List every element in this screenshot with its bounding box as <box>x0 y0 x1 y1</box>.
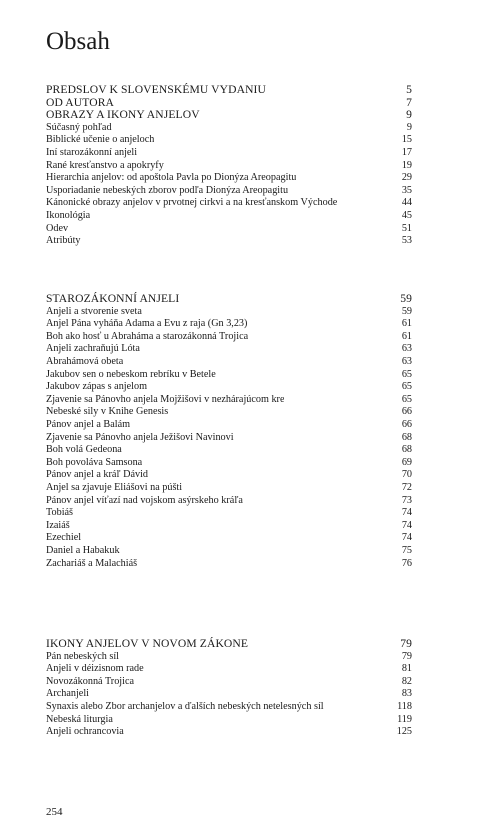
toc-entry-title: OBRAZY A IKONY ANJELOV <box>46 108 200 122</box>
toc-entry-title: Tobiáš <box>46 507 74 519</box>
toc-entry-page: 74 <box>401 532 412 544</box>
toc-entry-page: 74 <box>401 507 412 519</box>
toc-entry <box>46 544 412 557</box>
toc-section-heading <box>46 108 412 121</box>
toc-entry-title: Boh povoláva Samsona <box>46 456 143 468</box>
toc-entry-title: Pánov anjel a Balám <box>46 419 131 430</box>
toc-entry-title: Anjel sa zjavuje Eliášovi na púšti <box>46 482 183 493</box>
toc-entry <box>46 519 412 532</box>
toc-entry <box>46 557 412 570</box>
toc-entry-page: 74 <box>401 519 412 531</box>
toc-entry-title: Hierarchia anjelov: od apoštola Pavla po Dionýza Areopagitu <box>46 172 297 184</box>
toc-entry <box>46 405 412 418</box>
toc-section-heading <box>46 292 412 305</box>
toc-entry <box>46 393 412 406</box>
toc-entry-page: 35 <box>401 184 412 196</box>
toc-section-heading <box>46 637 412 650</box>
toc-entry <box>46 650 412 663</box>
toc-section-heading <box>46 96 412 109</box>
toc-entry-page: 75 <box>401 545 412 556</box>
toc-entry-title: Jakubov zápas s anjelom <box>46 381 147 393</box>
toc-entry-title: Boh ako hosť u Abraháma a starozákonná Trojica <box>46 330 249 342</box>
toc-entry-page: 63 <box>401 356 412 367</box>
toc-entry-title: Novozákonná Trojica <box>46 675 134 687</box>
toc-entry-page: 5 <box>406 83 412 96</box>
toc-entry <box>46 443 412 456</box>
toc-entry <box>46 222 412 235</box>
toc-entry-title: Súčasný pohľad <box>46 121 112 133</box>
toc-entry-title: Zachariáš a Malachiáš <box>46 557 138 569</box>
toc-entry-title: Pánov anjel a kráľ Dávid <box>46 469 149 481</box>
toc-entry-title: IKONY ANJELOV V NOVOM ZÁKONE <box>46 637 249 650</box>
toc-entry <box>46 171 412 184</box>
toc-entry-title: Jakubov sen o nebeskom rebríku v Betele <box>46 368 216 380</box>
toc-entry-page: 44 <box>401 197 412 209</box>
toc-entry-title: OD AUTORA <box>46 95 114 109</box>
toc-entry <box>46 431 412 444</box>
toc-entry-title: Anjeli ochrancovia <box>46 726 124 738</box>
toc-entry-title: Archanjeli <box>46 688 89 700</box>
toc-entry <box>46 196 412 209</box>
toc-entry <box>46 146 412 159</box>
toc-entry-page: 70 <box>401 469 412 481</box>
toc-entry <box>46 380 412 393</box>
toc-entry-page: 66 <box>401 406 412 418</box>
toc-entry <box>46 121 412 134</box>
toc-section-heading <box>46 83 412 96</box>
toc-entry <box>46 494 412 507</box>
toc-entry <box>46 700 412 713</box>
toc-entry <box>46 481 412 494</box>
toc-entry-title: Kánonické obrazy anjelov v prvotnej cirkvi a na kresťanskom Východe <box>46 197 338 209</box>
toc-entry-page: 66 <box>401 419 412 430</box>
toc-entry <box>46 355 412 368</box>
toc-entry-page: 29 <box>401 172 412 184</box>
toc-entry-page: 61 <box>401 318 412 330</box>
toc-entry-title: Atribúty <box>46 235 81 247</box>
toc-entry-page: 72 <box>401 482 412 493</box>
toc-entry-title: Anjeli zachraňujú Lóta <box>46 343 140 355</box>
toc-entry-page: 73 <box>401 494 412 506</box>
toc-entry-title: Abrahámová obeta <box>46 356 124 367</box>
toc-entry <box>46 456 412 469</box>
toc-entry-page: 119 <box>397 713 412 725</box>
toc-entry-page: 51 <box>401 222 412 234</box>
toc-entry-page: 125 <box>396 726 412 738</box>
toc-entry-page: 65 <box>401 381 412 393</box>
toc-entry <box>46 725 412 738</box>
toc-entry-title: Synaxis alebo Zbor archanjelov a ďalších nebeských netelesných síl <box>46 701 324 712</box>
toc-entry-title: Odev <box>46 222 69 234</box>
toc-entry-page: 65 <box>401 393 412 405</box>
toc-entry-page: 118 <box>397 701 412 712</box>
toc-entry-page: 79 <box>401 650 412 662</box>
toc-entry-page: 63 <box>401 343 412 355</box>
toc-entry-page: 45 <box>401 210 412 221</box>
toc-entry-title: Pán nebeských síl <box>46 650 119 662</box>
toc-entry <box>46 418 412 431</box>
toc-entry <box>46 317 412 330</box>
toc-entry-page: 7 <box>406 95 412 109</box>
toc-entry <box>46 184 412 197</box>
toc-entry-page: 17 <box>401 147 412 158</box>
toc-entry-page: 9 <box>406 108 412 122</box>
toc-entry-page: 59 <box>400 292 412 305</box>
toc-entry-title: Boh volá Gedeona <box>46 444 122 456</box>
toc-entry-title: Usporiadanie nebeských zborov podľa Dionýza Areopagitu <box>46 184 289 196</box>
toc-entry <box>46 368 412 381</box>
toc-entry <box>46 713 412 726</box>
toc-entry-page: 68 <box>401 431 412 443</box>
toc-entry-page: 19 <box>401 159 412 171</box>
page-number: 254 <box>46 806 63 818</box>
toc-entry-title: Rané kresťanstvo a apokryfy <box>46 159 164 171</box>
toc-entry-page: 53 <box>401 235 412 247</box>
toc-entry <box>46 209 412 222</box>
toc-entry-title: Pánov anjel víťazí nad vojskom asýrskeho kráľa <box>46 494 243 506</box>
toc-entry-page: 15 <box>401 134 412 146</box>
toc-entry-title: Daniel a Habakuk <box>46 545 120 556</box>
toc-entry-page: 83 <box>401 688 412 700</box>
toc-entry-title: STAROZÁKONNÍ ANJELI <box>46 292 180 305</box>
toc-entry-title: Anjeli a stvorenie sveta <box>46 305 142 317</box>
toc-entry-page: 61 <box>401 330 412 342</box>
toc-entry-title: Izaiáš <box>46 519 70 531</box>
toc-entry-title: Anjeli v déizisnom rade <box>46 663 144 675</box>
toc-entry-title: Biblické učenie o anjeloch <box>46 134 155 146</box>
toc-entry-title: Nebeské sily v Knihe Genesis <box>46 406 169 418</box>
toc-entry <box>46 133 412 146</box>
toc-entry-page: 81 <box>401 663 412 675</box>
toc-entry <box>46 305 412 318</box>
toc-entry <box>46 531 412 544</box>
toc-entry-page: 79 <box>400 637 412 650</box>
toc-entry <box>46 675 412 688</box>
toc-entry <box>46 330 412 343</box>
toc-entry <box>46 159 412 172</box>
toc-entry-title: Zjavenie sa Pánovho anjela Mojžišovi v nezhárajúcom kre <box>46 393 285 405</box>
toc-entry-title: Ezechiel <box>46 532 82 544</box>
toc-entry-title: Nebeská liturgia <box>46 713 113 725</box>
toc-entry <box>46 662 412 675</box>
toc-entry-title: PREDSLOV K SLOVENSKÉMU VYDANIU <box>46 83 266 96</box>
toc-entry-page: 59 <box>401 305 412 317</box>
toc-entry <box>46 506 412 519</box>
toc-entry-page: 76 <box>401 557 412 569</box>
toc-entry <box>46 342 412 355</box>
toc-entry-title: Zjavenie sa Pánovho anjela Ježišovi Navinovi <box>46 431 234 443</box>
toc-entry-page: 69 <box>401 456 412 468</box>
toc-entry-page: 68 <box>401 444 412 456</box>
toc-entry-title: Iní starozákonní anjeli <box>46 147 138 158</box>
toc-entry-page: 82 <box>401 675 412 687</box>
toc-entry-page: 9 <box>406 121 412 133</box>
toc-entry <box>46 234 412 247</box>
toc-entry-title: Anjel Pána vyháňa Adama a Evu z raja (Gn 3,23) <box>46 318 248 330</box>
toc-entry <box>46 468 412 481</box>
page-title: Obsah <box>46 28 110 55</box>
toc-entry <box>46 687 412 700</box>
toc-entry-page: 65 <box>401 368 412 380</box>
toc-entry-title: Ikonológia <box>46 210 91 221</box>
